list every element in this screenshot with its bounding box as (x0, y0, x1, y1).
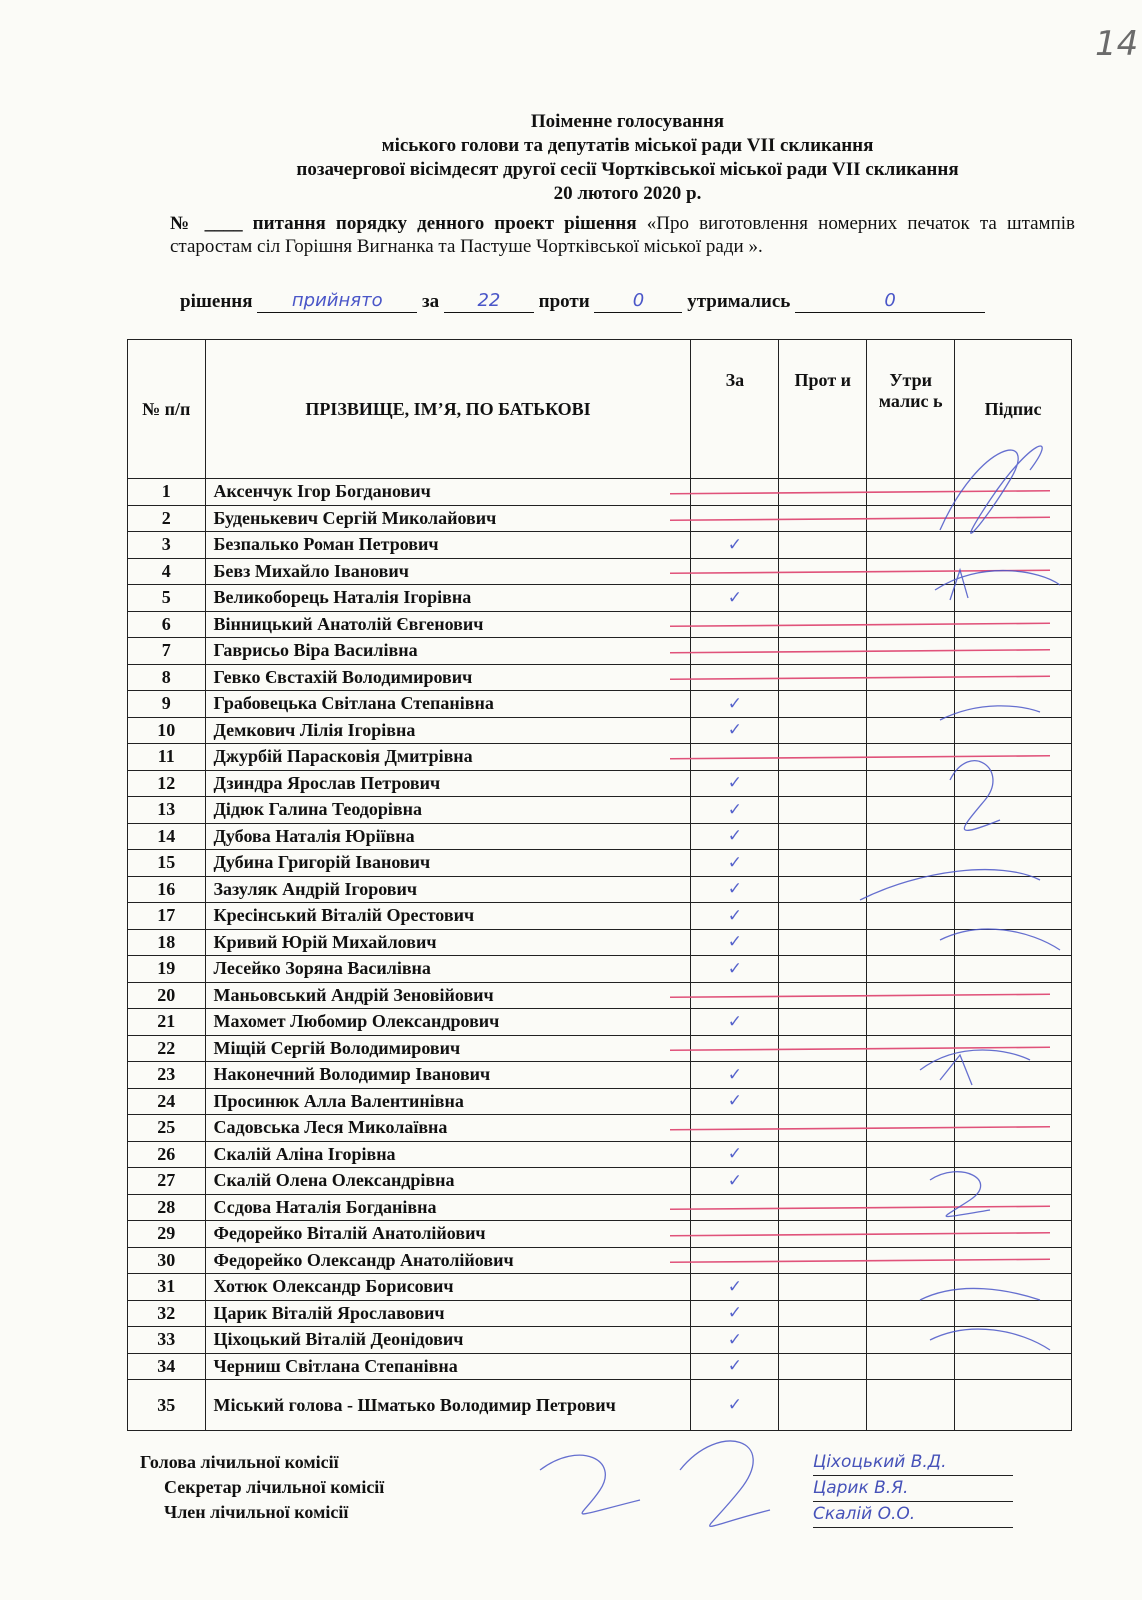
row-name: Наконечний Володимир Іванович (205, 1062, 691, 1089)
row-number: 7 (128, 638, 206, 665)
agenda-label: питання порядку денного проект рішення (252, 213, 637, 234)
signature-scribble (935, 570, 1060, 600)
row-name: Міський голова - Шматько Володимир Петрович (205, 1380, 691, 1431)
row-name: Вінницький Анатолій Євгенович (205, 611, 691, 638)
header-num: № п/п (128, 340, 206, 479)
row-number: 22 (128, 1035, 206, 1062)
title-line-2: міського голови та депутатів міської ради VII скликання (381, 135, 874, 156)
row-name: Ссдова Наталія Богданівна (205, 1194, 691, 1221)
secretary-name: Царик В.Я. (813, 1476, 1013, 1502)
row-name: Зазуляк Андрій Ігорович (205, 876, 691, 903)
header-for: За (691, 340, 779, 479)
header-abstained: Утри малис ь (867, 340, 955, 479)
row-number: 6 (128, 611, 206, 638)
row-number: 34 (128, 1353, 206, 1380)
row-name: Дідюк Галина Теодорівна (205, 797, 691, 824)
row-number: 35 (128, 1380, 206, 1431)
member-label: Член лічильної комісії (164, 1502, 349, 1522)
row-for-mark: ✓ (691, 1088, 779, 1115)
row-for-mark: ✓ (691, 1353, 779, 1380)
row-name: Міщій Сергій Володимирович (205, 1035, 691, 1062)
row-name: Черниш Світлана Степанівна (205, 1353, 691, 1380)
row-number: 8 (128, 664, 206, 691)
strike-line (670, 676, 1050, 679)
row-number: 23 (128, 1062, 206, 1089)
signature-scribble (680, 1441, 770, 1526)
row-name: Безпалько Роман Петрович (205, 532, 691, 559)
row-for-mark: ✓ (691, 903, 779, 930)
row-for-mark: ✓ (691, 850, 779, 877)
row-name: Гаврисьо Віра Василівна (205, 638, 691, 665)
row-name: Маньовський Андрій Зеновійович (205, 982, 691, 1009)
chair-label: Голова лічильної комісії (140, 1452, 339, 1472)
row-number: 17 (128, 903, 206, 930)
row-number: 15 (128, 850, 206, 877)
row-for-mark: ✓ (691, 585, 779, 612)
strike-line (670, 491, 1050, 494)
signature-scribble (940, 446, 1042, 533)
row-for-mark: ✓ (691, 1300, 779, 1327)
against-value: 0 (594, 290, 682, 313)
row-for-mark: ✓ (691, 1009, 779, 1036)
row-name: Великоборець Наталія Ігорівна (205, 585, 691, 612)
row-for-mark: ✓ (691, 770, 779, 797)
row-number: 28 (128, 1194, 206, 1221)
signature-scribble (860, 870, 1060, 950)
row-name: Дубина Григорій Іванович (205, 850, 691, 877)
signature-scribbles (540, 446, 1060, 1526)
abstained-label: утримались (687, 291, 791, 312)
row-name: Грабовецька Світлана Степанівна (205, 691, 691, 718)
row-number: 4 (128, 558, 206, 585)
row-name: Хотюк Олександр Борисович (205, 1274, 691, 1301)
chair-name: Ціхоцький В.Д. (813, 1450, 1013, 1476)
row-for-mark: ✓ (691, 532, 779, 559)
row-name: Демкович Лілія Ігорівна (205, 717, 691, 744)
signature-scribble (940, 706, 1040, 831)
row-number: 1 (128, 479, 206, 506)
agenda-blank: ____ (204, 213, 243, 234)
row-for-mark: ✓ (691, 1168, 779, 1195)
row-for-mark: ✓ (691, 823, 779, 850)
row-name: Гевко Євстахій Володимирович (205, 664, 691, 691)
row-number: 24 (128, 1088, 206, 1115)
row-number: 30 (128, 1247, 206, 1274)
secretary-label: Секретар лічильної комісії (164, 1477, 385, 1497)
strike-line (670, 1259, 1050, 1262)
row-number: 18 (128, 929, 206, 956)
agenda-text: «Про виготовлення номерних печаток та штампів старостам сіл Горішня Вигнанка та Пастуше Чортківської міської ради ». (170, 213, 1075, 257)
row-name: Бевз Михайло Іванович (205, 558, 691, 585)
row-for-mark: ✓ (691, 797, 779, 824)
row-for-mark: ✓ (691, 929, 779, 956)
row-name: Ціхоцький Віталій Деонідович (205, 1327, 691, 1354)
row-number: 21 (128, 1009, 206, 1036)
row-name: Кресінський Віталій Орестович (205, 903, 691, 930)
row-name: Аксенчук Ігор Богданович (205, 479, 691, 506)
row-name: Джурбій Парасковія Дмитрівна (205, 744, 691, 771)
header-signature: Підпис (955, 340, 1072, 479)
row-number: 16 (128, 876, 206, 903)
signature-scribble (920, 1050, 1030, 1085)
row-number: 26 (128, 1141, 206, 1168)
against-label: проти (538, 291, 590, 312)
row-name: Кривий Юрій Михайлович (205, 929, 691, 956)
row-name: Лесейко Зоряна Василівна (205, 956, 691, 983)
row-for-mark: ✓ (691, 717, 779, 744)
row-name: Федорейко Олександр Анатолійович (205, 1247, 691, 1274)
row-number: 31 (128, 1274, 206, 1301)
title-line-3: позачергової вісімдесят другої сесії Чортківської міської ради VII скликання (296, 159, 959, 180)
strike-line (670, 517, 1050, 520)
row-number: 3 (128, 532, 206, 559)
row-number: 20 (128, 982, 206, 1009)
strike-line (670, 1233, 1050, 1236)
row-number: 27 (128, 1168, 206, 1195)
row-number: 13 (128, 797, 206, 824)
strike-line (670, 650, 1050, 653)
row-name: Просинюк Алла Валентинівна (205, 1088, 691, 1115)
row-for-mark: ✓ (691, 1327, 779, 1354)
row-name: Махомет Любомир Олександрович (205, 1009, 691, 1036)
strike-line (670, 1127, 1050, 1130)
row-name: Федорейко Віталій Анатолійович (205, 1221, 691, 1248)
row-number: 25 (128, 1115, 206, 1142)
row-number: 29 (128, 1221, 206, 1248)
row-name: Дзиндра Ярослав Петрович (205, 770, 691, 797)
row-number: 2 (128, 505, 206, 532)
row-for-mark: ✓ (691, 956, 779, 983)
decision-label: рішення (180, 291, 253, 312)
strike-line (670, 994, 1050, 997)
member-name: Скалій О.О. (813, 1502, 1013, 1528)
row-name: Скалій Олена Олександрівна (205, 1168, 691, 1195)
title-line-1: Поіменне голосування (530, 111, 725, 132)
row-name: Скалій Аліна Ігорівна (205, 1141, 691, 1168)
row-number: 12 (128, 770, 206, 797)
strike-line (670, 623, 1050, 626)
agenda-prefix: № (170, 213, 195, 234)
row-for-mark: ✓ (691, 691, 779, 718)
header-name: ПРІЗВИЩЕ, ІМ’Я, ПО БАТЬКОВІ (205, 340, 691, 479)
for-label: за (422, 291, 440, 312)
page-number: 14 (1095, 24, 1139, 64)
decision-value: прийнято (257, 290, 417, 313)
for-value: 22 (444, 290, 534, 313)
row-for-mark: ✓ (691, 876, 779, 903)
row-for-mark: ✓ (691, 1274, 779, 1301)
row-number: 14 (128, 823, 206, 850)
strike-line (670, 756, 1050, 759)
row-number: 10 (128, 717, 206, 744)
row-name: Садовська Леся Миколаївна (205, 1115, 691, 1142)
row-name: Дубова Наталія Юріївна (205, 823, 691, 850)
signature-scribble (540, 1455, 640, 1514)
row-name: Царик Віталій Ярославович (205, 1300, 691, 1327)
row-for-mark: ✓ (691, 1141, 779, 1168)
row-number: 11 (128, 744, 206, 771)
row-for-mark: ✓ (691, 1062, 779, 1089)
strike-line (670, 1206, 1050, 1209)
signature-scribble (930, 1172, 990, 1217)
signature-scribble (920, 1288, 1050, 1350)
row-number: 19 (128, 956, 206, 983)
row-number: 32 (128, 1300, 206, 1327)
row-for-mark: ✓ (691, 1380, 779, 1431)
strike-lines (670, 491, 1050, 1263)
title-line-4: 20 лютого 2020 р. (553, 183, 702, 204)
row-number: 33 (128, 1327, 206, 1354)
header-against: Прот и (779, 340, 867, 479)
row-name: Буденькевич Сергій Миколайович (205, 505, 691, 532)
abstained-value: 0 (795, 290, 985, 313)
row-number: 5 (128, 585, 206, 612)
row-number: 9 (128, 691, 206, 718)
